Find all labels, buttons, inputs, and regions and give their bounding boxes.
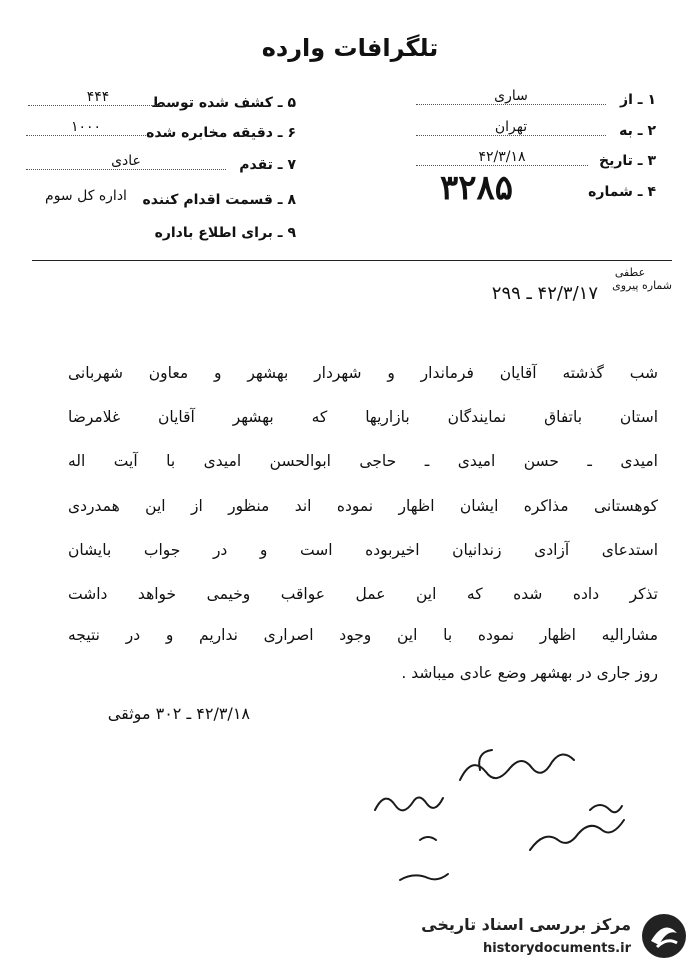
field-for-information xyxy=(26,225,296,241)
field-date xyxy=(406,149,656,169)
field-date-label: ۳ ـ تاریخ xyxy=(599,153,656,169)
field-from xyxy=(406,88,656,108)
body-line: شب گذشته آقایان فرماندار و شهردار بهشهر و معاون شهربانی xyxy=(68,364,658,382)
reference-label xyxy=(602,266,672,292)
archive-watermark xyxy=(408,905,693,967)
field-priority-label: ۷ ـ تقدم xyxy=(239,157,296,173)
archive-logo-icon xyxy=(639,911,689,961)
watermark-text: مرکز بررسی اسناد تاریخی xyxy=(421,915,631,934)
field-action-section-label: ۸ ـ قسمت اقدام کننده xyxy=(142,192,296,208)
body-line: روز جاری در بهشهر وضع عادی میباشد . xyxy=(401,664,658,682)
body-line: استان باتفاق نمایندگان بازاریها که بهشهر آقایان غلامرضا xyxy=(68,408,658,426)
field-number-label: ۴ ـ شماره xyxy=(588,184,656,200)
field-decoded-by-label: ۵ ـ کشف شده توسط xyxy=(151,95,296,111)
field-priority xyxy=(26,153,296,173)
document-title: تلگرافات وارده xyxy=(261,34,439,62)
body-line: تذکر داده شده که این عمل عواقب وخیمی خواهد داشت xyxy=(68,585,658,603)
reference-value: ۴۲/۳/۱۷ ـ ۲۹۹ xyxy=(491,283,598,304)
field-to xyxy=(406,119,656,139)
field-action-section-value: اداره کل سوم xyxy=(45,188,127,204)
handwritten-annotation xyxy=(360,740,650,900)
field-to-value: تهران xyxy=(416,119,606,136)
reference-label-main: شماره پیروی xyxy=(612,279,672,292)
field-to-label: ۲ ـ به xyxy=(619,123,656,139)
field-priority-value: عادی xyxy=(26,153,226,170)
header-separator xyxy=(32,260,672,261)
field-decoded-by xyxy=(26,89,296,111)
body-line: استدعای آزادی زندانیان اخیربوده است و در جواب بایشان xyxy=(68,541,658,559)
body-line: کوهستانی مذاکره ایشان اظهار نموده اند منظور از این همدردی xyxy=(68,497,658,515)
body-line: امیدی ـ حسن امیدی ـ حاجی ابوالحسن امیدی با آیت اله xyxy=(68,452,658,470)
field-date-value: ۴۲/۳/۱۸ xyxy=(416,149,588,166)
field-from-value: ساری xyxy=(416,88,606,105)
field-minutes-transmitted xyxy=(26,119,296,141)
reference-label-top: عطفی xyxy=(614,266,646,279)
watermark-url: historydocuments.ir xyxy=(482,941,631,956)
field-minutes-transmitted-label: ۶ ـ دقیقه مخابره شده xyxy=(146,125,296,141)
footer-reference: ۴۲/۳/۱۸ ـ ۳۰۲ موثقی xyxy=(107,704,250,723)
field-for-information-label: ۹ ـ برای اطلاع باداره xyxy=(154,225,296,241)
field-from-label: ۱ ـ از xyxy=(620,92,656,108)
body-line: مشارالیه اظهار نموده با این وجود اصراری نداریم و در نتیجه xyxy=(68,626,658,644)
field-decoded-by-value: ۴۴۴ xyxy=(28,89,168,106)
field-number-value: ۳۲۸۵ xyxy=(440,168,514,208)
field-minutes-transmitted-value: ۱۰۰۰ xyxy=(26,119,146,136)
field-action-section xyxy=(26,188,296,208)
